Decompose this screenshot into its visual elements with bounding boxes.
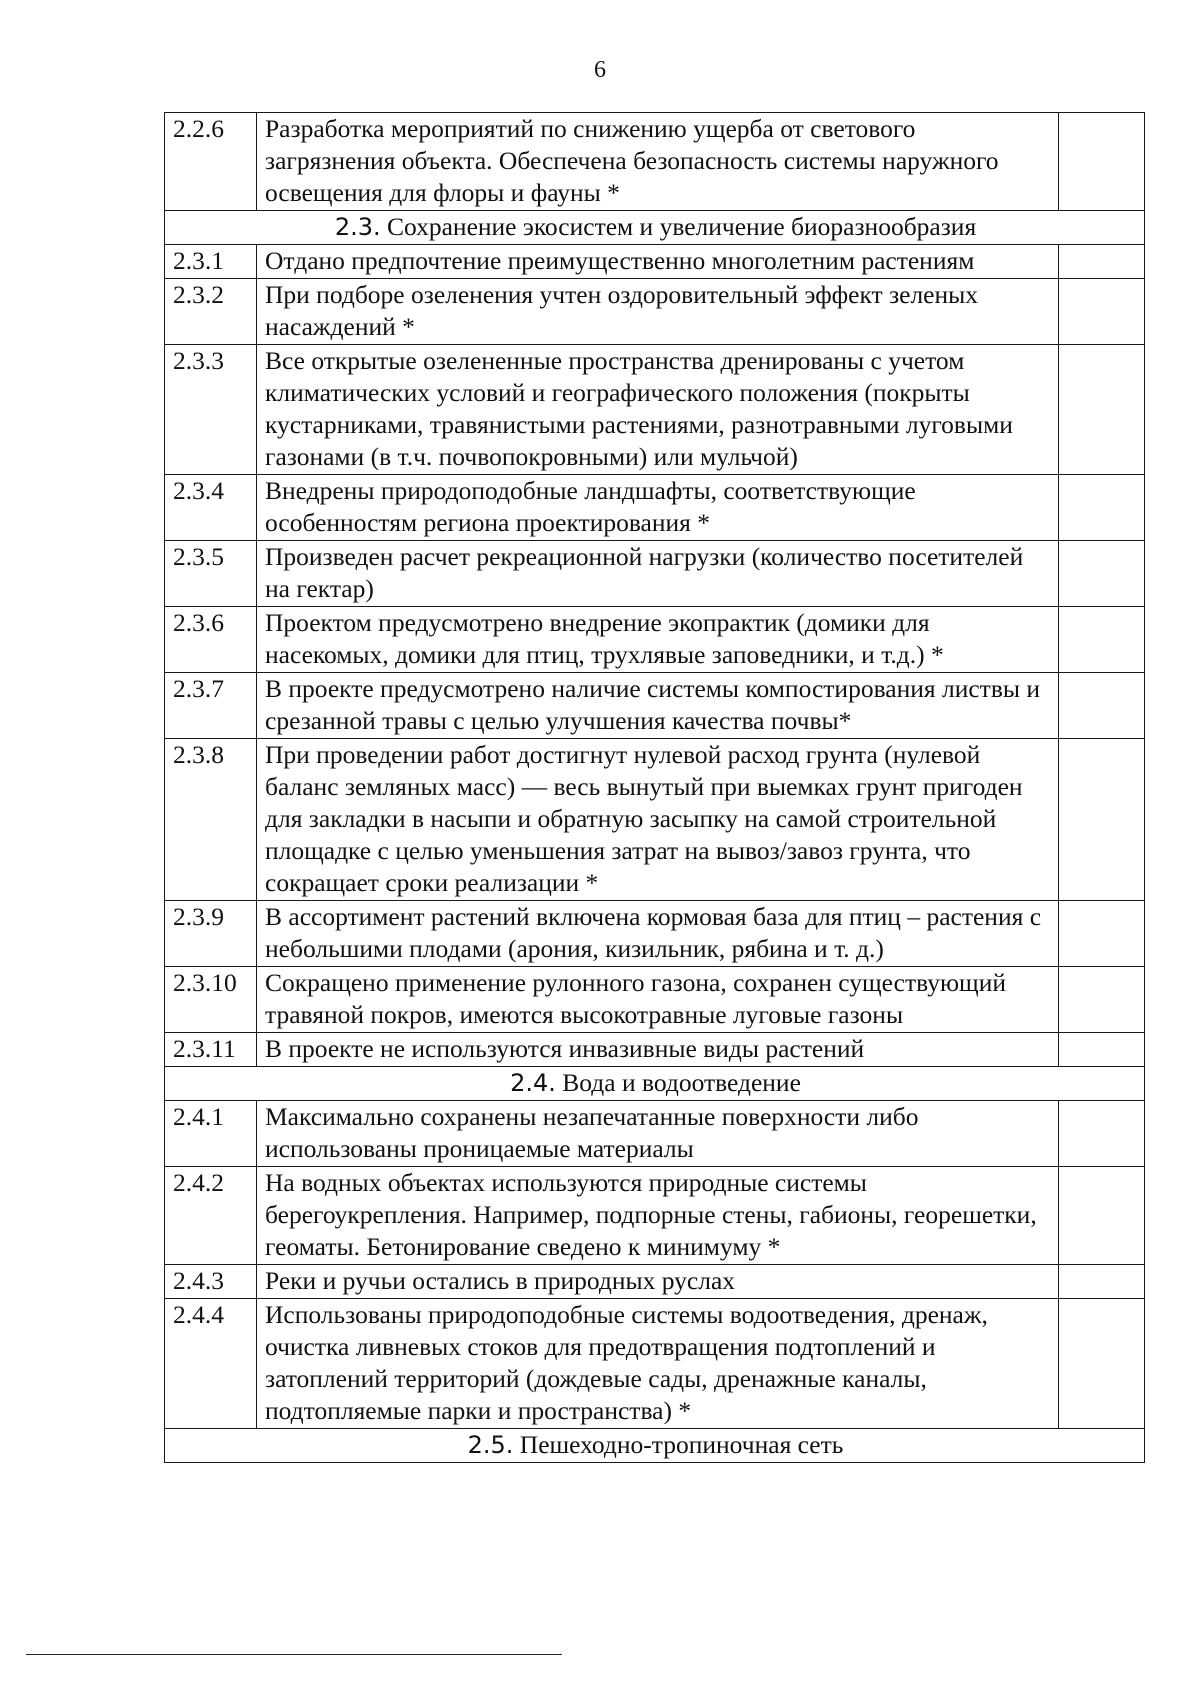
item-code: 2.3.6	[165, 607, 257, 673]
table-row	[165, 901, 1145, 967]
table-row	[165, 673, 1145, 739]
item-code: 2.4.3	[165, 1265, 257, 1299]
section-title: Сохранение экосистем и увеличение биоразнообразия	[386, 212, 977, 241]
item-text: Использованы природоподобные системы водоотведения, дренаж, очистка ливневых стоков для предотвращения подтоплений и затоплений территорий (дождевые сады, дренажные каналы, подтопляемые парки и пространства) *	[257, 1299, 1059, 1429]
item-code: 2.3.7	[165, 673, 257, 739]
item-code: 2.3.10	[165, 967, 257, 1033]
table-row	[165, 279, 1145, 345]
section-row	[165, 211, 1145, 245]
table-row	[165, 1033, 1145, 1067]
item-code: 2.3.3	[165, 345, 257, 475]
item-code: 2.4.4	[165, 1299, 257, 1429]
table-row	[165, 345, 1145, 475]
table-row	[165, 739, 1145, 901]
item-code: 2.3.4	[165, 475, 257, 541]
mark-cell[interactable]	[1059, 1101, 1145, 1167]
item-code: 2.4.1	[165, 1101, 257, 1167]
item-code: 2.3.9	[165, 901, 257, 967]
item-text: Все открытые озелененные пространства дренированы с учетом климатических условий и географического положения (покрыты кустарниками, травянистыми растениями, разнотравными луговыми газонами (в т.ч. почвопокровными) или мульчой)	[257, 345, 1059, 475]
mark-cell[interactable]	[1059, 113, 1145, 211]
item-text: Отдано предпочтение преимущественно многолетним растениям	[257, 245, 1059, 279]
section-heading	[165, 1067, 1145, 1101]
item-code: 2.3.5	[165, 541, 257, 607]
mark-cell[interactable]	[1059, 1167, 1145, 1265]
section-code: 2.3.	[334, 213, 381, 241]
table-row	[165, 245, 1145, 279]
item-text: Внедрены природоподобные ландшафты, соответствующие особенностям региона проектирования *	[257, 475, 1059, 541]
page-number: 6	[594, 57, 606, 83]
mark-cell[interactable]	[1059, 541, 1145, 607]
item-code: 2.2.6	[165, 113, 257, 211]
mark-cell[interactable]	[1059, 1299, 1145, 1429]
table-row	[165, 1265, 1145, 1299]
mark-cell[interactable]	[1059, 739, 1145, 901]
table-row	[165, 541, 1145, 607]
section-row	[165, 1429, 1145, 1463]
mark-cell[interactable]	[1059, 475, 1145, 541]
table-row	[165, 1167, 1145, 1265]
criteria-table	[164, 112, 1145, 1463]
mark-cell[interactable]	[1059, 279, 1145, 345]
item-code: 2.3.8	[165, 739, 257, 901]
item-text: В ассортимент растений включена кормовая база для птиц – растения с небольшими плодами (арония, кизильник, рябина и т. д.)	[257, 901, 1059, 967]
mark-cell[interactable]	[1059, 967, 1145, 1033]
item-text: Сокращено применение рулонного газона, сохранен существующий травяной покров, имеются высокотравные луговые газоны	[257, 967, 1059, 1033]
section-title: Пешеходно-тропиночная сеть	[519, 1430, 844, 1459]
footnote-separator	[26, 1654, 562, 1655]
section-code: 2.5.	[467, 1431, 514, 1459]
table-row	[165, 967, 1145, 1033]
table-row	[165, 113, 1145, 211]
item-text: Произведен расчет рекреационной нагрузки (количество посетителей на гектар)	[257, 541, 1059, 607]
mark-cell[interactable]	[1059, 901, 1145, 967]
item-text: При подборе озеленения учтен оздоровительный эффект зеленых насаждений *	[257, 279, 1059, 345]
section-heading	[165, 1429, 1145, 1463]
mark-cell[interactable]	[1059, 345, 1145, 475]
table-row	[165, 1299, 1145, 1429]
mark-cell[interactable]	[1059, 607, 1145, 673]
item-code: 2.3.11	[165, 1033, 257, 1067]
item-text: Реки и ручьи остались в природных руслах	[257, 1265, 1059, 1299]
mark-cell[interactable]	[1059, 1265, 1145, 1299]
item-text: Разработка мероприятий по снижению ущерба от светового загрязнения объекта. Обеспечена безопасность системы наружного освещения для флоры и фауны *	[257, 113, 1059, 211]
item-text: На водных объектах используются природные системы берегоукрепления. Например, подпорные стены, габионы, георешетки, геоматы. Бетонирование сведено к минимуму *	[257, 1167, 1059, 1265]
section-title: Вода и водоотведение	[562, 1068, 801, 1097]
section-code: 2.4.	[510, 1069, 556, 1097]
item-text: При проведении работ достигнут нулевой расход грунта (нулевой баланс земляных масс) — весь вынутый при выемках грунт пригоден для закладки в насыпи и обратную засыпку на самой строительной площадке с целью уменьшения затрат на вывоз/завоз грунта, что сокращает сроки реализации *	[257, 739, 1059, 901]
item-code: 2.4.2	[165, 1167, 257, 1265]
item-text: Максимально сохранены незапечатанные поверхности либо использованы проницаемые материалы	[257, 1101, 1059, 1167]
item-code: 2.3.2	[165, 279, 257, 345]
table-row	[165, 1101, 1145, 1167]
section-row	[165, 1067, 1145, 1101]
item-text: Проектом предусмотрено внедрение экопрактик (домики для насекомых, домики для птиц, трухлявые заповедники, и т.д.) *	[257, 607, 1059, 673]
item-code: 2.3.1	[165, 245, 257, 279]
mark-cell[interactable]	[1059, 1033, 1145, 1067]
mark-cell[interactable]	[1059, 245, 1145, 279]
mark-cell[interactable]	[1059, 673, 1145, 739]
item-text: В проекте не используются инвазивные виды растений	[257, 1033, 1059, 1067]
table-row	[165, 475, 1145, 541]
item-text: В проекте предусмотрено наличие системы компостирования листвы и срезанной травы с целью улучшения качества почвы*	[257, 673, 1059, 739]
table-row	[165, 607, 1145, 673]
section-heading	[165, 211, 1145, 245]
